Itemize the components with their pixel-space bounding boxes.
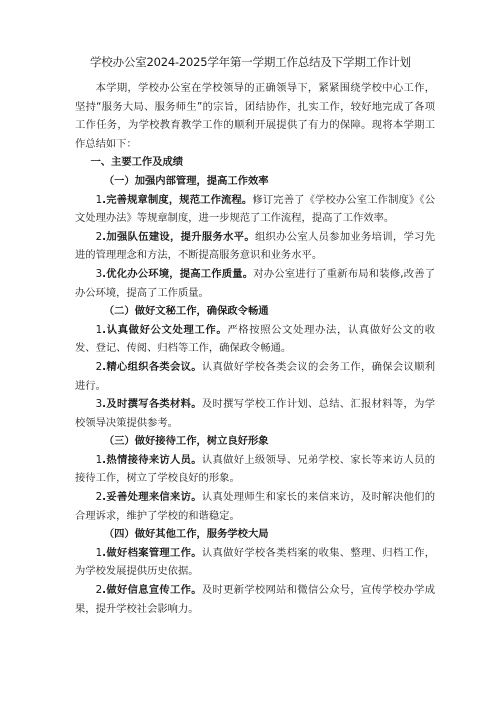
item-number: 3 <box>95 267 103 280</box>
item-number: 1 <box>95 323 103 336</box>
item-text: 组织办公室人员参加业务培训，学习先进的管理理念和方法，不断提高服务意识和业务水平。 <box>75 230 435 262</box>
list-item <box>75 321 435 358</box>
item-number: 1 <box>95 546 103 559</box>
item-number: 2 <box>95 230 103 243</box>
item-number: 1 <box>95 193 103 206</box>
item-lead: .做好信息宣传工作。 <box>102 584 202 597</box>
document-body <box>75 79 435 618</box>
item-text: 认真做好上级领导、兄弟学校、家长等来访人员的接待工作，树立了学校良好的形象。 <box>75 453 435 485</box>
item-number: 2 <box>95 360 103 373</box>
subsection-heading: （三）做好接待工作，树立良好形象 <box>103 435 269 448</box>
list-item <box>75 358 435 395</box>
list-item <box>75 488 435 525</box>
list-item <box>75 191 435 228</box>
item-lead: .精心组织各类会议。 <box>102 360 202 373</box>
subsection-heading: （四）做好其他工作，服务学校大局 <box>103 528 269 541</box>
item-number: 3 <box>95 398 103 411</box>
item-text: 修订完善了《学校办公室工作制度》《公文处理办法》等规章制度，进一步规范了工作流程，提高了工作效率。 <box>75 193 435 225</box>
item-lead: .做好档案管理工作。 <box>102 546 202 559</box>
item-lead: .妥善处理来信来访。 <box>102 491 202 504</box>
item-lead: .认真做好公文处理工作。 <box>102 323 228 336</box>
list-item <box>75 228 435 265</box>
item-text: 认真处理师生和家长的来信来访，及时解决他们的合理诉求，维护了学校的和谐稳定。 <box>75 491 435 522</box>
subsection-heading: （二）做好文秘工作，确保政令畅通 <box>103 305 269 318</box>
item-text: 对办公室进行了重新布局和装修,改善了办公环境，提高了工作质量。 <box>75 267 435 299</box>
item-text: 及时更新学校网站和微信公众号，宣传学校办学成果，提升学校社会影响力。 <box>75 584 435 615</box>
item-lead: .热情接待来访人员。 <box>102 453 202 466</box>
item-lead: .加强队伍建设，提升服务水平。 <box>102 230 255 243</box>
item-lead: .优化办公环境，提高工作质量。 <box>102 267 254 280</box>
list-item <box>75 265 435 302</box>
document-title: 学校办公室2024-2025学年第一学期工作总结及下学期工作计划 <box>90 55 411 69</box>
section-heading: 一、主要工作及成绩 <box>90 156 184 169</box>
item-number: 1 <box>95 453 103 466</box>
item-number: 2 <box>95 584 103 597</box>
list-item <box>75 581 435 618</box>
list-item <box>75 395 435 432</box>
list-item <box>75 544 435 581</box>
item-number: 2 <box>95 491 103 504</box>
item-text: 认真做好学校各类档案的收集、整理、归档工作，为学校发展提供历史依据。 <box>75 546 435 578</box>
subsection-heading: （一）加强内部管理，提高工作效率 <box>103 174 269 187</box>
list-item <box>75 451 435 488</box>
item-text: 认真做好学校各类会议的会务工作，确保会议顺利进行。 <box>75 360 435 392</box>
item-lead: .及时撰写各类材料。 <box>102 398 202 411</box>
intro-paragraph: 本学期，学校办公室在学校领导的正确领导下，紧紧围绕学校中心工作，坚持“服务大局、服务师生”的宗旨，团结协作，扎实工作，较好地完成了各项工作任务，为学校教育教学工作的顺利开展提供了有力的保障。现将本学期工作总结如下： <box>75 82 435 150</box>
item-lead: .完善规章制度，规范工作流程。 <box>102 193 253 206</box>
item-text: 及时撰写学校工作计划、总结、汇报材料等，为学校领导决策提供参考。 <box>75 398 435 429</box>
item-text: 严格按照公文处理办法，认真做好公文的收发、登记、传阅、归档等工作，确保政令畅通。 <box>75 323 435 355</box>
